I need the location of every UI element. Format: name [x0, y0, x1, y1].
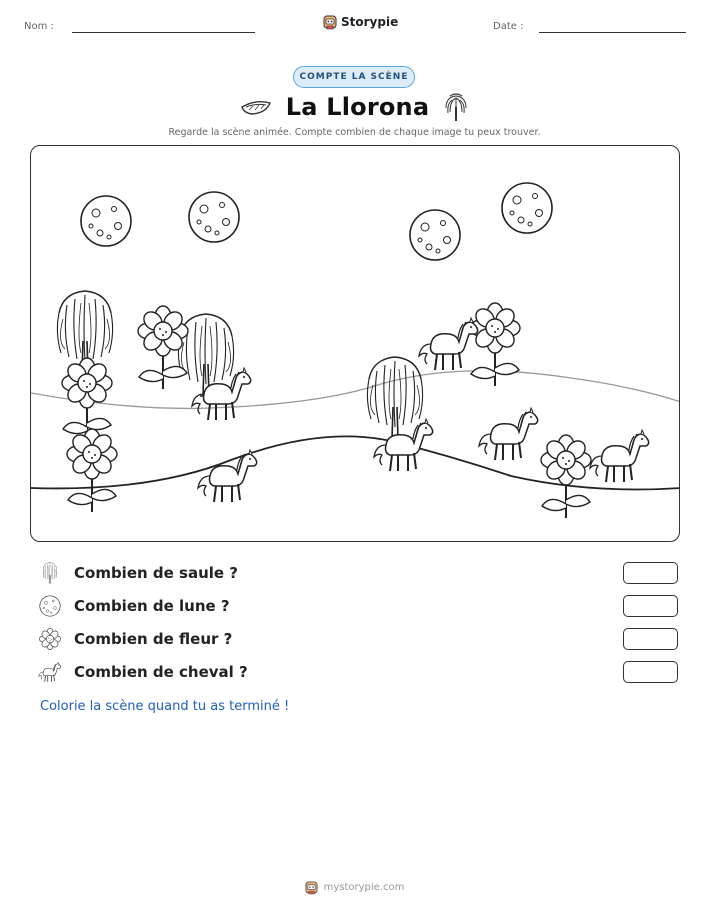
willow-tree-icon [443, 92, 469, 122]
question-row-moon [38, 593, 678, 619]
flower-icon [38, 627, 62, 651]
horse-3 [374, 419, 433, 471]
page-title: La Llorona [285, 93, 430, 121]
date-label: Date : [493, 21, 524, 32]
question-row-willow [38, 560, 678, 586]
horse-icon [38, 660, 62, 684]
answer-box-moon[interactable] [623, 595, 678, 617]
storypie-mascot-icon [323, 14, 337, 30]
question-text: Combien de fleur ? [74, 630, 233, 648]
coloring-instruction: Colorie la scène quand tu as terminé ! [40, 699, 290, 714]
answer-box-flower[interactable] [623, 628, 678, 650]
moon-icon [38, 594, 62, 618]
flower-1 [138, 306, 188, 389]
question-text: Combien de lune ? [74, 597, 230, 615]
answer-box-horse[interactable] [623, 661, 678, 683]
instructions-subtitle: Regarde la scène animée. Compte combien de chaque image tu peux trouver. [168, 127, 541, 138]
name-line[interactable] [72, 32, 255, 33]
footer [0, 880, 709, 895]
horse-6 [590, 430, 649, 482]
activity-badge: COMPTE LA SCÈNE [293, 66, 415, 88]
brand-logo [323, 14, 398, 30]
storypie-mascot-icon [305, 880, 318, 895]
horse-2 [192, 368, 251, 420]
boat-icon [240, 97, 272, 117]
answer-box-willow[interactable] [623, 562, 678, 584]
flower-2 [62, 358, 112, 441]
brand-name: Storypie [341, 15, 399, 29]
counting-scene[interactable] [30, 145, 680, 542]
horse-1 [419, 318, 478, 370]
moon-1 [81, 196, 131, 246]
moon-2 [189, 192, 239, 242]
name-label: Nom : [24, 21, 54, 32]
date-line[interactable] [539, 32, 686, 33]
moon-3 [410, 210, 460, 260]
horse-5 [198, 450, 257, 502]
willow-3 [367, 357, 422, 439]
question-text: Combien de saule ? [74, 564, 238, 582]
horse-4 [479, 408, 538, 460]
question-text: Combien de cheval ? [74, 663, 248, 681]
question-row-flower [38, 626, 678, 652]
footer-url[interactable]: mystorypie.com [323, 882, 405, 893]
moon-4 [502, 183, 552, 233]
flower-3 [67, 429, 117, 512]
flower-5 [541, 435, 591, 518]
willow-icon [38, 561, 62, 585]
flower-4 [470, 303, 520, 386]
question-row-horse [38, 659, 678, 685]
